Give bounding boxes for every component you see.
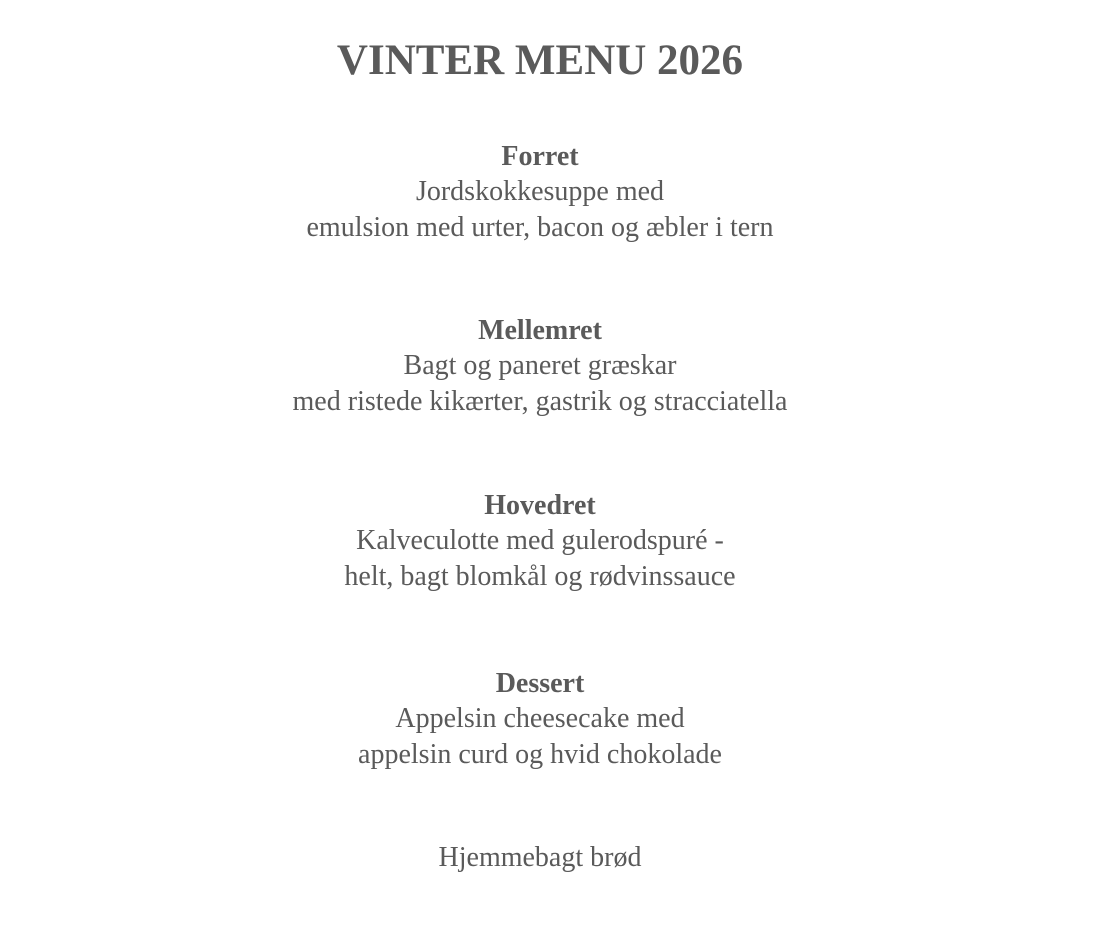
menu-title: VINTER MENU 2026 bbox=[336, 37, 744, 84]
course-main bbox=[0, 489, 1080, 595]
course-description-line: appelsin curd og hvid chokolade bbox=[358, 739, 722, 770]
course-description-line: med ristede kikærter, gastrik og stracciatella bbox=[292, 386, 788, 417]
course-description-line: emulsion med urter, bacon og æbler i tern bbox=[306, 212, 774, 243]
course-dessert bbox=[0, 667, 1080, 773]
course-description-line: Jordskokkesuppe med bbox=[415, 176, 665, 207]
course-name: Mellemret bbox=[478, 315, 602, 346]
course-description-line: Bagt og paneret græskar bbox=[403, 350, 677, 381]
bread-note: Hjemmebagt brød bbox=[438, 842, 642, 873]
course-intermediate bbox=[0, 314, 1080, 420]
course-name: Forret bbox=[501, 141, 579, 172]
course-starter bbox=[0, 140, 1080, 246]
course-name: Hovedret bbox=[484, 490, 596, 521]
course-description-line: Kalveculotte med gulerodspuré - bbox=[356, 525, 724, 556]
course-description-line: Appelsin cheesecake med bbox=[395, 703, 685, 734]
course-name: Dessert bbox=[495, 668, 585, 699]
course-description-line: helt, bagt blomkål og rødvinssauce bbox=[344, 561, 736, 592]
